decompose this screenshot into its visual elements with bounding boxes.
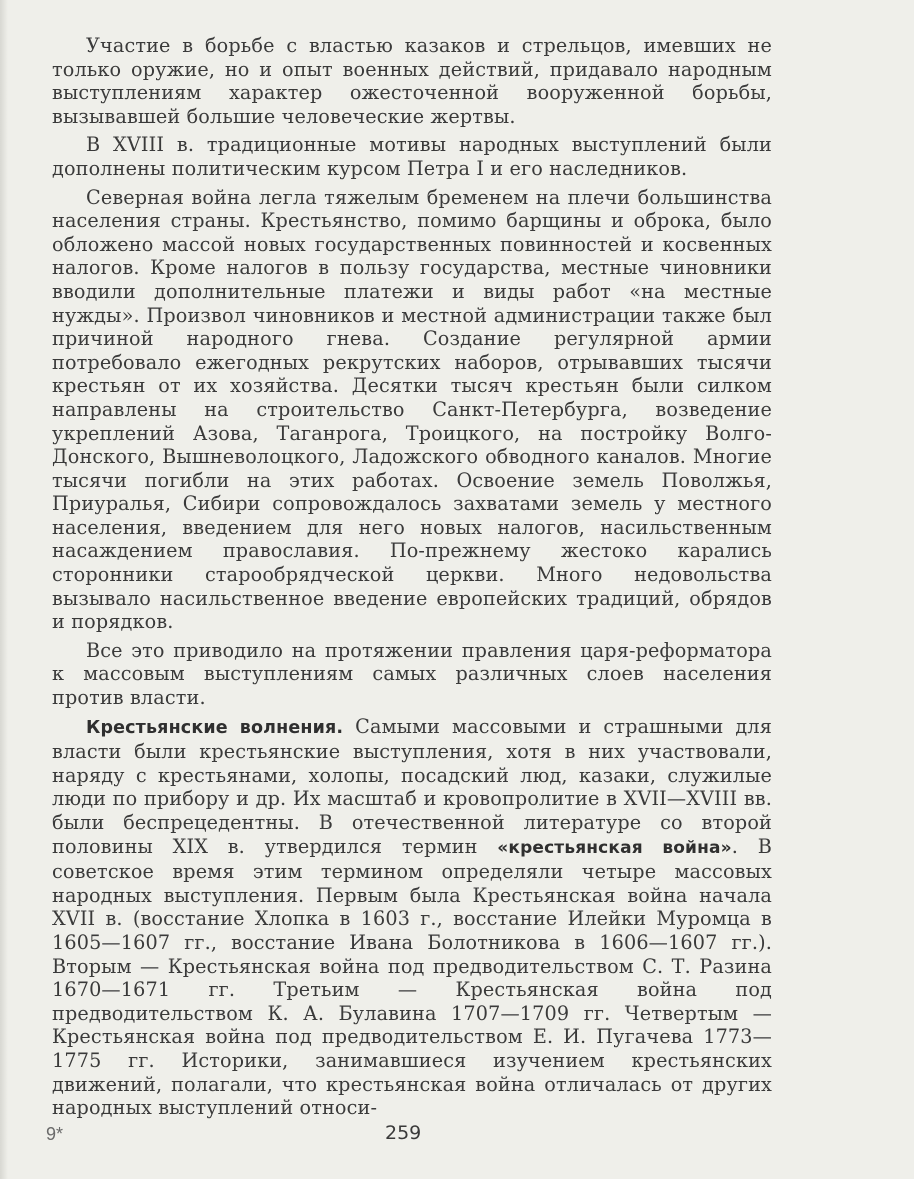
paragraph-reformer-tsar <box>52 639 772 710</box>
signature-mark: 9* <box>46 1124 64 1144</box>
page-edge-shadow <box>0 0 8 1179</box>
page-body <box>52 34 772 1125</box>
paragraph-text: . В советское время этим термином определяли четыре массовых народных выступления. Первым была Крестьянская война начала XVII в. (восстание Хлопка в 1603 г., восстание Илейки Муромца в 1605—1607 гг., восстание Ивана Болотникова в 1606—1607 гг.). Вторым — Крестьянская война под предводительством С. Т. Разина 1670—1671 гг. Третьим — Крестьянская война под предводительством К. А. Булавина 1707—1709 гг. Четвертым — Крестьянская война под предводительством Е. И. Пугачева 1773—1775 гг. Историки, занимавшиеся изучением крестьянских движений, полагали, что крестьянская война отличалась от других народных выступлений относи- <box>52 834 773 1120</box>
paragraph-text: Участие в борьбе с властью казаков и стрельцов, имевших не только оружие, но и опыт военных действий, придавало народным выступлениям характер ожесточенной вооруженной борьбы, вызывавшей большие человеческие жертвы. <box>52 34 772 128</box>
paragraph-text: Все это приводило на протяжении правления царя-реформатора к массовым выступлениям самых различных слоев населения против власти. <box>52 638 772 710</box>
paragraph-text: Самыми массовыми и страшными для власти были крестьянские выступления, хотя в них участвовали, наряду с крестьянами, холопы, посадский люд, казаки, служилые люди по прибору и др. Их масштаб и кровопролитие в XVII—XVIII вв. были беспрецедентны. В отечественной литературе со второй половины XIX в. утвердился термин <box>52 714 772 858</box>
paragraph-peasant-unrest <box>52 715 772 1120</box>
section-lead-heading: Крестьянские волнения. <box>86 717 344 738</box>
paragraph-text: В XVIII в. традиционные мотивы народных выступлений были дополнены политическим курсом Петра I и его наследников. <box>52 133 772 180</box>
page-number: 259 <box>385 1122 422 1144</box>
highlighted-term: «крестьянская война» <box>497 837 732 858</box>
paragraph-northern-war <box>52 186 772 634</box>
paragraph-text: Северная война легла тяжелым бременем на плечи большинства населения страны. Крестьянство, помимо барщины и оброка, было обложено массой новых государственных повинностей и косвенных налогов. Кроме налогов в пользу государства, местные чиновники вводили дополнительные платежи и виды работ «на местные нужды». Произвол чиновников и местной администрации также был причиной народного гнева. Создание регулярной армии потребовало ежегодных рекрутских наборов, отрывавших тысячи крестьян от их хозяйства. Десятки тысяч крестьян были силком направлены на строительство Санкт-Петербурга, возведение укреплений Азова, Таганрога, Троицкого, на постройку Волго-Донского, Вышневолоцкого, Ладожского обводного каналов. Многие тысячи погибли на этих работах. Освоение земель Поволжья, Приуралья, Сибири сопровождалось захватами земель у местного населения, введением для него новых налогов, насильственным насаждением православия. По-прежнему жестоко карались сторонники старообрядческой церкви. Много недовольства вызывало насильственное введение европейских традиций, обрядов и порядков. <box>52 185 772 634</box>
paragraph-cossacks <box>52 34 772 128</box>
paragraph-xviii-century <box>52 133 772 180</box>
